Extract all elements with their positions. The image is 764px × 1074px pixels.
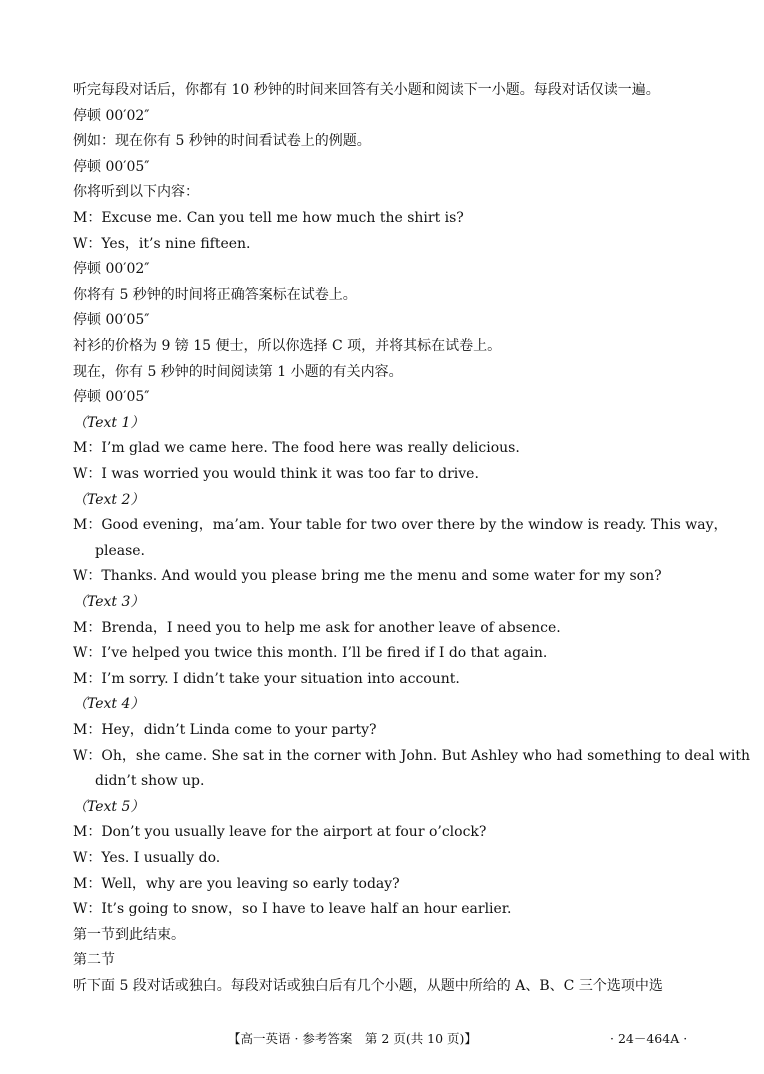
text-line: W：Yes. I usually do.: [73, 850, 221, 866]
text-line: please.: [95, 542, 145, 559]
text-line: W：Oh，she came. She sat in the corner with John. But Ashley who had something to deal with: [73, 747, 750, 764]
text-line: M：Good evening，ma’am. Your table for two over there by the window is ready. This way，: [73, 517, 728, 534]
text-line: 停顿 00′05″: [73, 389, 150, 406]
footer-title: 【高一英语 · 参考答案 第 2 页(共 10 页)】: [228, 1031, 477, 1046]
text-line: M：Hey，didn’t Linda come to your party?: [73, 722, 377, 738]
text-line: W：It’s going to snow，so I have to leave half an hour earlier.: [73, 901, 512, 918]
text-line: 第一节到此结束。: [73, 926, 185, 943]
text-line: 停顿 00′02″: [73, 261, 150, 278]
text-line: 第二节: [73, 952, 115, 969]
text-line: W：Yes，it’s nine fifteen.: [73, 235, 251, 252]
text-line: 衬衫的价格为 9 镑 15 便士，所以你选择 C 项，并将其标在试卷上。: [73, 338, 502, 354]
text-line: 停顿 00′05″: [73, 158, 150, 175]
text-line: （Text 3）: [73, 594, 145, 610]
text-line: 停顿 00′05″: [73, 312, 150, 329]
text-line: 例如：现在你有 5 秒钟的时间看试卷上的例题。: [73, 133, 371, 150]
footer-code: · 24－464A ·: [610, 1031, 688, 1046]
text-line: M：I’m glad we came here. The food here was really delicious.: [73, 440, 520, 457]
text-line: 停顿 00′02″: [73, 107, 150, 124]
text-line: W：I was worried you would think it was too far to drive.: [73, 466, 479, 482]
text-line: M：Excuse me. Can you tell me how much the shirt is?: [73, 210, 464, 226]
text-line: M：I’m sorry. I didn’t take your situation into account.: [73, 670, 460, 687]
text-line: 你将听到以下内容：: [73, 184, 199, 201]
text-line: 听完每段对话后，你都有 10 秒钟的时间来回答有关小题和阅读下一小题。每段对话仅读一遍。: [73, 82, 660, 98]
text-line: M：Don’t you usually leave for the airport at four o’clock?: [73, 824, 487, 841]
text-line: （Text 5）: [73, 798, 145, 815]
text-line: W：I’ve helped you twice this month. I’ll be fired if I do that again.: [73, 645, 548, 662]
text-line: M：Brenda，I need you to help me ask for another leave of absence.: [73, 619, 561, 636]
text-line: W：Thanks. And would you please bring me the menu and some water for my son?: [73, 568, 662, 585]
text-line: （Text 4）: [73, 696, 145, 713]
text-line: didn’t show up.: [95, 773, 205, 790]
text-line: 听下面 5 段对话或独白。每段对话或独白后有几个小题，从题中所给的 A、B、C 三个选项中选: [73, 978, 663, 994]
text-line: 现在，你有 5 秒钟的时间阅读第 1 小题的有关内容。: [73, 363, 403, 380]
text-line: 你将有 5 秒钟的时间将正确答案标在试卷上。: [73, 286, 357, 303]
text-line: M：Well，why are you leaving so early today?: [73, 875, 400, 892]
text-line: （Text 2）: [73, 491, 145, 508]
text-line: （Text 1）: [73, 414, 145, 431]
